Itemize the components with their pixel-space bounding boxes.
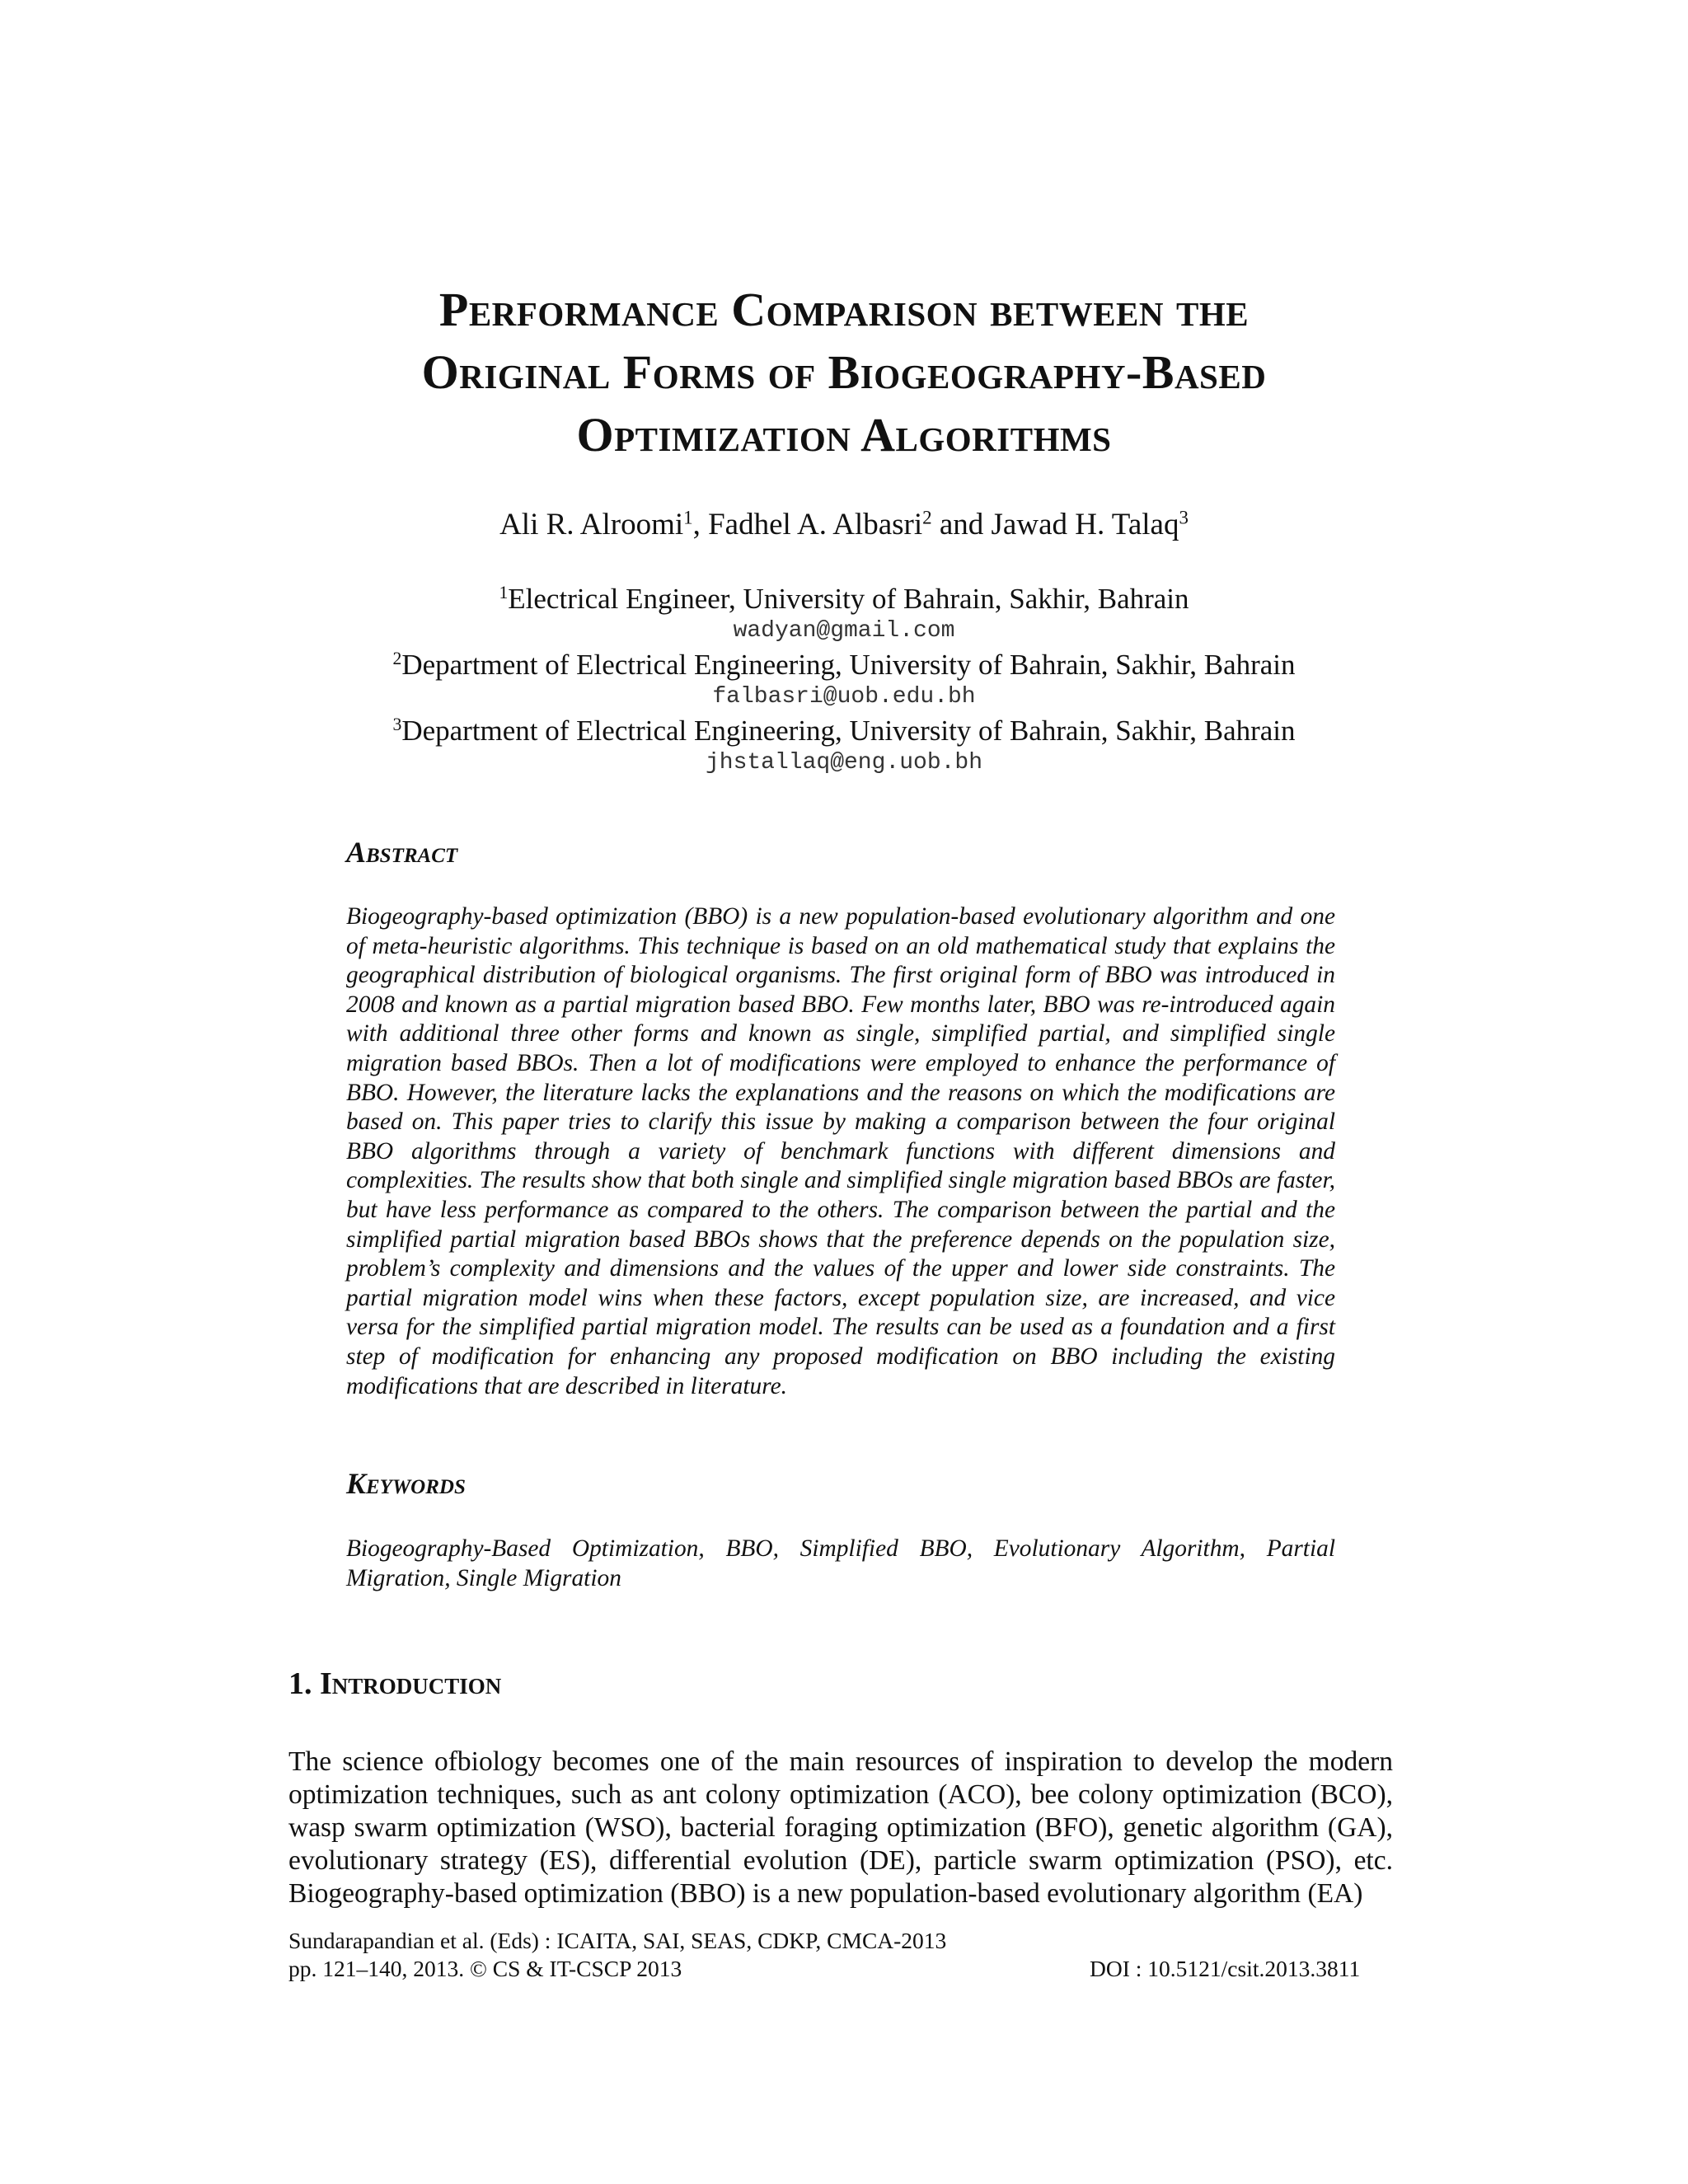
author-separator: and <box>931 508 992 541</box>
author-2-name: Fadhel A. Albasri <box>708 508 923 541</box>
affiliation-1-email[interactable]: wadyan@gmail.com <box>733 618 955 644</box>
footer-doi[interactable]: DOI : 10.5121/csit.2013.3811 <box>1090 1956 1361 1981</box>
footer-proceedings: Sundarapandian et al. (Eds) : ICAITA, SAI, SEAS, CDKP, CMCA-2013 <box>288 1928 947 1953</box>
title-line-1: Performance Comparison between the <box>438 283 1250 336</box>
affiliation-3 <box>0 713 1688 749</box>
author-3-marker: 3 <box>1179 507 1189 528</box>
abstract-heading: Abstract <box>346 836 458 869</box>
title-line-2: Original Forms of Biogeography-Based <box>421 345 1267 399</box>
affiliation-3-text: Department of Electrical Engineering, University of Bahrain, Sakhir, Bahrain <box>401 715 1296 747</box>
affiliation-2-email[interactable]: falbasri@uob.edu.bh <box>712 684 976 710</box>
footer-citation <box>288 1927 946 1983</box>
keywords-text: Biogeography-Based Optimization, BBO, Simplified BBO, Evolutionary Algorithm, Partial Migration, Single Migration <box>346 1535 1335 1591</box>
affiliations <box>0 581 1688 779</box>
author-2-marker: 2 <box>922 507 932 528</box>
affiliation-2-text: Department of Electrical Engineering, University of Bahrain, Sakhir, Bahrain <box>401 649 1296 681</box>
paper-title <box>0 279 1688 466</box>
affiliation-1 <box>0 581 1688 617</box>
affiliation-2 <box>0 647 1688 683</box>
affiliation-3-email[interactable]: jhstallaq@eng.uob.bh <box>705 750 983 776</box>
footer-pages-copyright: pp. 121–140, 2013. © CS & IT-CSCP 2013 <box>288 1956 682 1981</box>
abstract-text: Biogeography-based optimization (BBO) is a new population-based evolutionary algorithm and one of meta-heuristic algorithms. This technique is based on an old mathematical study that explains the geographical distribution of biological organisms. The first original form of BBO was introduced in 2008 and known as a partial migration based BBO. Few months later, BBO was re-introduced again with additional three other forms and known as single, simplified partial, and simplified single migration based BBOs. Then a lot of modifications were employed to enhance the performance of BBO. However, the literature lacks the explanations and the reasons on which the modifications are based on. This paper tries to clarify this issue by making a comparison between the four original BBO algorithms through a variety of benchmark functions with different dimensions and complexities. The results show that both single and simplified single migration based BBOs are faster, but have less performance as compared to the others. The comparison between the partial and the simplified partial migration based BBOs shows that the preference depends on the population size, problem’s complexity and dimensions and the values of the upper and lower side constraints. The partial migration model wins when these factors, except population size, are increased, and vice versa for the simplified partial migration model. The results can be used as a foundation and a first step of modification for enhancing any proposed modification on BBO including the existing modifications that are described in literature. <box>346 903 1335 1399</box>
author-1-name: Ali R. Alroomi <box>499 508 684 541</box>
affiliation-1-text: Electrical Engineer, University of Bahrain, Sakhir, Bahrain <box>508 583 1189 615</box>
affiliation-1-marker: 1 <box>499 583 509 603</box>
introduction-heading: 1. Introduction <box>288 1666 502 1701</box>
introduction-text: The science ofbiology becomes one of the main resources of inspiration to develop the modern optimization techniques, such as ant colony optimization (ACO), bee colony optimization (BCO), wasp swarm optimization (WSO), bacterial foraging optimization (BFO), genetic algorithm (GA), evolutionary strategy (ES), differential evolution (DE), particle swarm optimization (PSO), etc. Biogeography-based optimization (BBO) is a new population-based evolutionary algorithm (EA) <box>288 1746 1393 1909</box>
author-1-marker: 1 <box>683 507 693 528</box>
author-separator: , <box>692 508 709 541</box>
affiliation-2-marker: 2 <box>392 649 402 669</box>
title-line-3: Optimization Algorithms <box>576 408 1112 462</box>
affiliation-3-marker: 3 <box>392 715 402 735</box>
keywords-heading: Keywords <box>346 1467 466 1500</box>
author-list <box>0 504 1688 546</box>
author-3-name: Jawad H. Talaq <box>991 508 1179 541</box>
